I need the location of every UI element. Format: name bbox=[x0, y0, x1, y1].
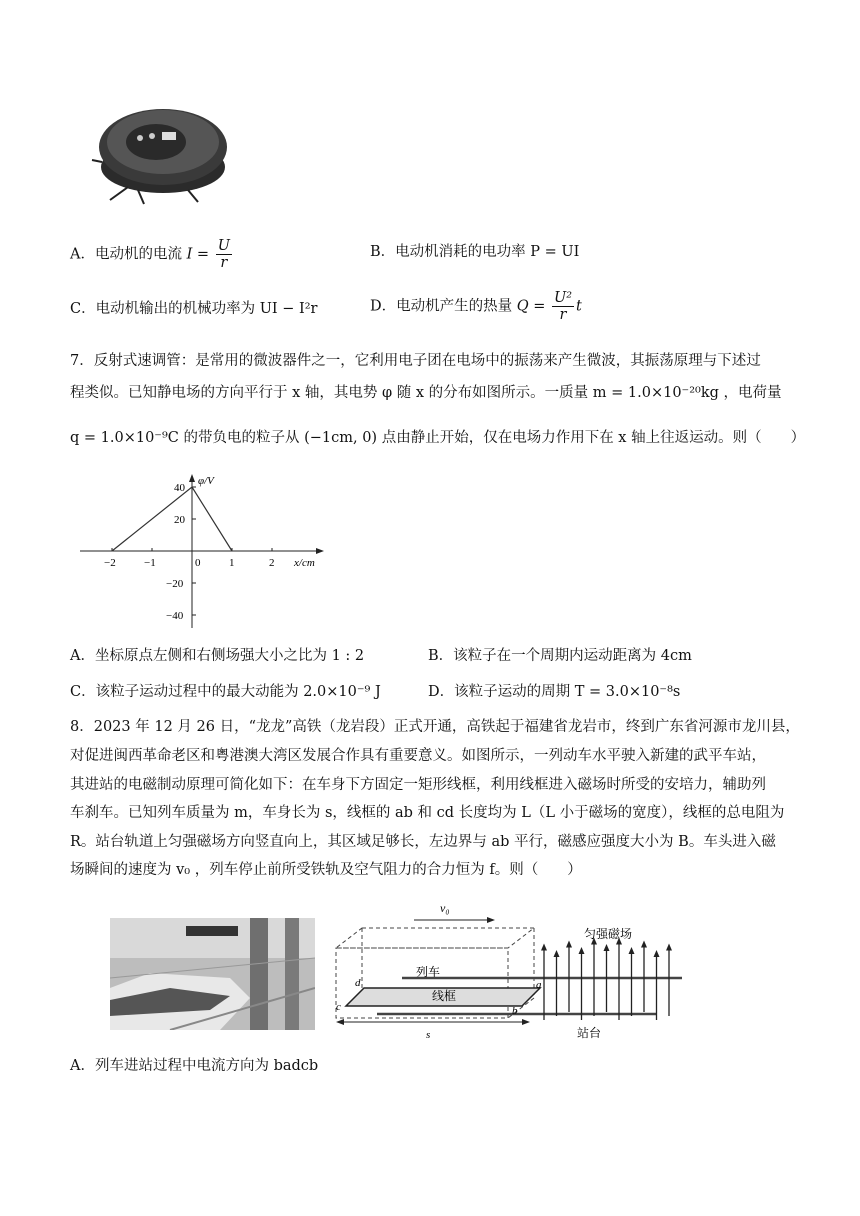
x-tick-label: 1 bbox=[229, 557, 235, 569]
q6-option-a[interactable]: A．电动机的电流 I = $\frac{U}{r}$ bbox=[70, 238, 230, 271]
q7-option-b[interactable]: B．该粒子在一个周期内运动距离为 4cm bbox=[428, 648, 692, 664]
field-arrow-head bbox=[629, 947, 635, 954]
platform-label: 站台 bbox=[577, 1026, 602, 1040]
y-tick-label: 40 bbox=[174, 482, 185, 494]
field-arrow-head bbox=[579, 947, 585, 954]
q7-option-a[interactable]: A．坐标原点左侧和右侧场强大小之比为 1 : 2 bbox=[70, 648, 365, 664]
y-axis-label: φ/V bbox=[198, 475, 214, 487]
q6-option-b[interactable]: B．电动机消耗的电功率 P = UI bbox=[370, 244, 580, 260]
q6-option-d[interactable]: D．电动机产生的热量 Q = $\frac{\text{U²}}{r}$ t bbox=[370, 290, 582, 323]
q8-stem-line-2: 对促进闽西革命老区和粤港澳大湾区发展合作具有重要意义。如图所示，一列动车水平驶入新建的武平车站， bbox=[70, 748, 766, 764]
potential-chart bbox=[80, 470, 340, 630]
x-tick-label: −2 bbox=[104, 557, 116, 569]
x-tick-label: 2 bbox=[269, 557, 275, 569]
point-a: a bbox=[536, 979, 542, 991]
field-arrow-head bbox=[554, 950, 560, 957]
train-station-photo bbox=[110, 918, 315, 1030]
fraction: $\frac{U}{r}$ bbox=[217, 238, 230, 271]
x-tick-label: −1 bbox=[144, 557, 156, 569]
x-axis-label: x/cm bbox=[294, 557, 315, 569]
field-arrow-head bbox=[566, 941, 572, 948]
x-tick-label: 0 bbox=[195, 557, 201, 569]
q7-stem-line-2: 程类似。已知静电场的方向平行于 x 轴，其电势 φ 随 x 的分布如图所示。一质量 m = 1.0×10⁻²⁰kg ，电荷量 bbox=[70, 385, 782, 401]
q7-option-c[interactable]: C．该粒子运动过程中的最大动能为 2.0×10⁻⁹ J bbox=[70, 684, 381, 700]
q7-option-d[interactable]: D．该粒子运动的周期 T = 3.0×10⁻⁸s bbox=[428, 684, 681, 700]
q7-stem-line-3: q = 1.0×10⁻⁹C 的带负电的粒子从 (−1cm, 0) 点由静止开始，仅在电场力作用下在 x 轴上往返运动。则（ ） bbox=[70, 430, 806, 446]
q7-stem-line-1: 7．反射式速调管：是常用的微波器件之一，它利用电子团在电场中的振荡来产生微波，其振荡原理与下述过 bbox=[70, 353, 761, 369]
frame-label: 线框 bbox=[432, 989, 457, 1003]
train-label: 列车 bbox=[416, 965, 441, 979]
field-arrow-head bbox=[654, 950, 660, 957]
field-arrow-head bbox=[666, 944, 672, 951]
x-axis-arrow bbox=[316, 548, 324, 554]
field-arrow-head bbox=[541, 944, 547, 951]
q6-option-c[interactable]: C．电动机输出的机械功率为 UI − I²r bbox=[70, 301, 318, 317]
q8-stem-line-6: 场瞬间的速度为 v₀ ，列车停止前所受铁轨及空气阻力的合力恒为 f。则（ ） bbox=[70, 862, 582, 878]
field-arrow-head bbox=[641, 941, 647, 948]
point-c: c bbox=[336, 1001, 341, 1013]
velocity-label: v₀ bbox=[440, 901, 450, 915]
q8-stem-line-1: 8．2023 年 12 月 26 日，“龙龙”高铁（龙岩段）正式开通，高铁起于福建省龙岩市，终到广东省河源市龙川县， bbox=[70, 719, 800, 735]
point-b: b bbox=[512, 1005, 518, 1017]
q8-stem-line-4: 车刹车。已知列车质量为 m，车身长为 s，线框的 ab 和 cd 长度均为 L（L 小于磁场的宽度），线框的总电阻为 bbox=[70, 805, 785, 821]
q8-stem-line-5: R。站台轨道上匀强磁场方向竖直向上，其区域足够长，左边界与 ab 平行，磁感应强度大小为 B。车头进入磁 bbox=[70, 834, 776, 850]
q8-stem-line-3: 其进站的电磁制动原理可简化如下：在车身下方固定一矩形线框，利用线框进入磁场时所受的安培力，辅助列 bbox=[70, 777, 766, 793]
y-tick-label: −40 bbox=[166, 610, 184, 622]
fraction: $\frac{\text{U²}}{r}$ bbox=[554, 290, 573, 323]
y-axis-arrow bbox=[189, 474, 195, 482]
y-tick-label: −20 bbox=[166, 578, 184, 590]
robot-vacuum-photo bbox=[88, 92, 238, 212]
y-tick-label: 20 bbox=[174, 514, 185, 526]
point-d: d bbox=[355, 977, 361, 989]
field-arrow-head bbox=[604, 944, 610, 951]
potential-series-line bbox=[112, 487, 232, 551]
field-label: 匀强磁场 bbox=[584, 927, 633, 941]
length-s-label: s bbox=[426, 1029, 431, 1041]
train-braking-diagram bbox=[322, 898, 694, 1046]
q8-option-a[interactable]: A．列车进站过程中电流方向为 badcb bbox=[70, 1058, 319, 1074]
